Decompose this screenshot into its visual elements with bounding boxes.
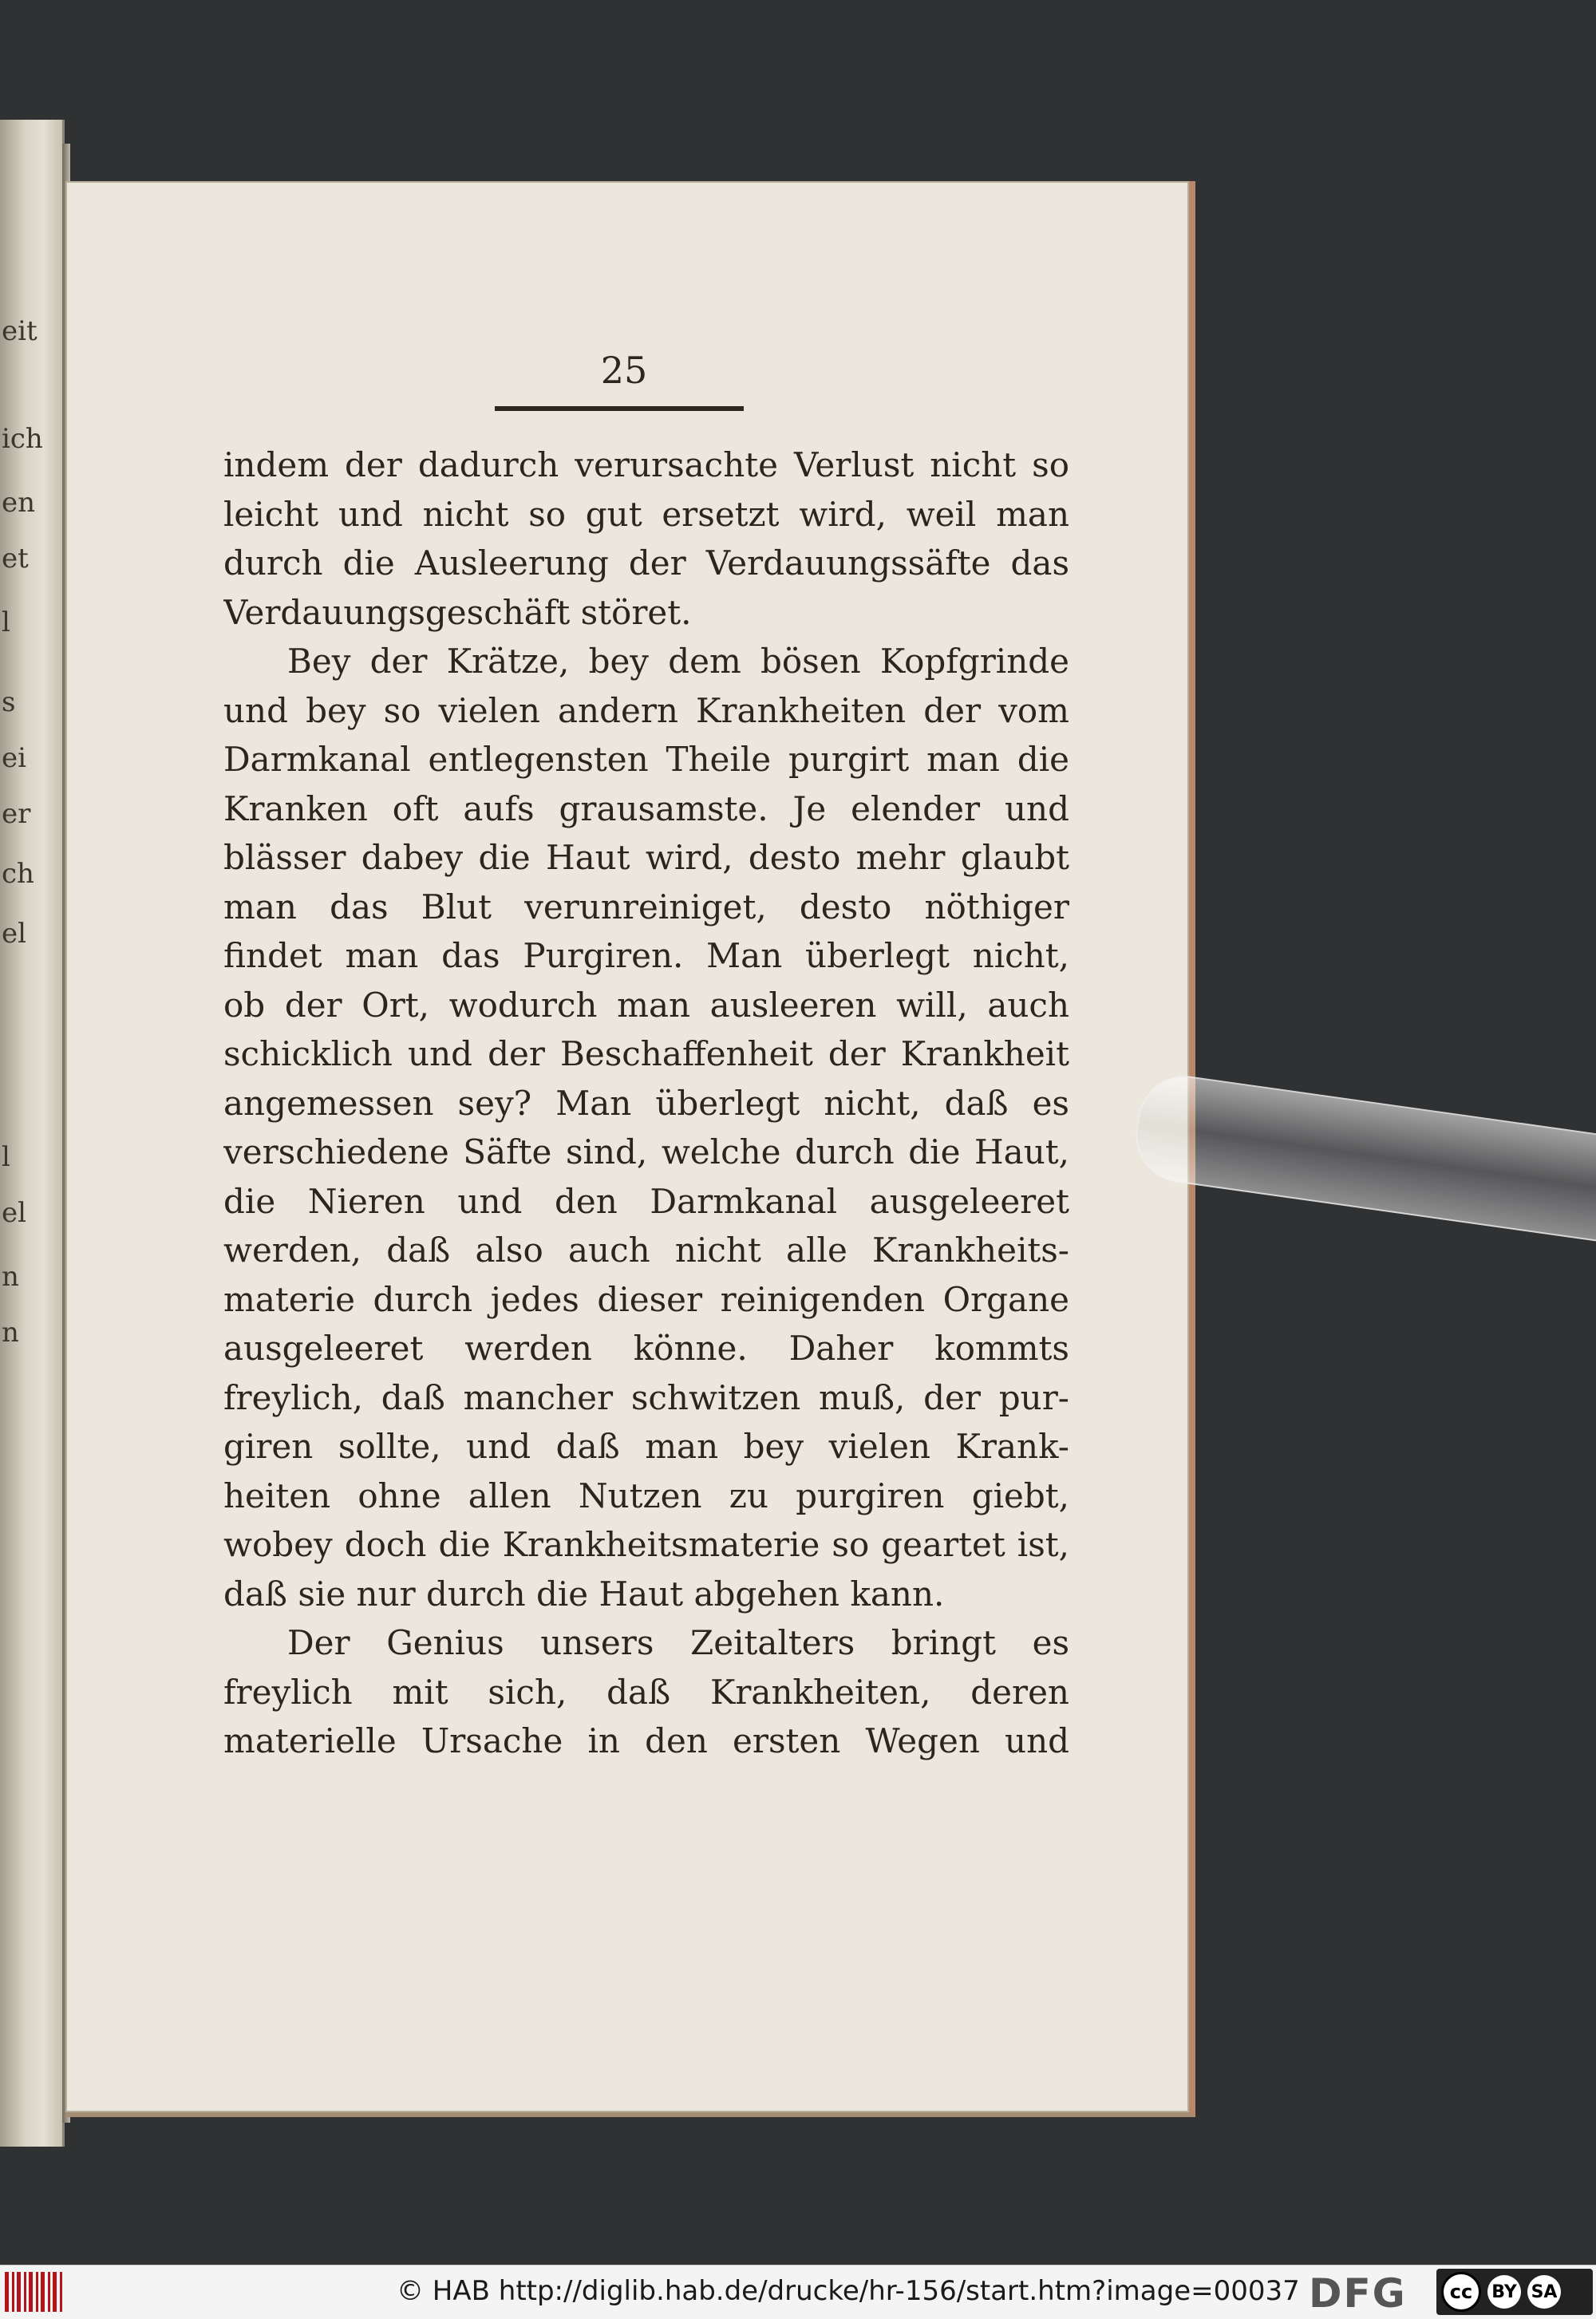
previous-page-text-fragment: l (2, 606, 10, 638)
by-attribution-icon: BY (1487, 2275, 1521, 2309)
book-page (65, 181, 1195, 2117)
previous-page-edge (0, 120, 65, 2147)
footer-bar (0, 2265, 1596, 2319)
previous-page-text-fragment: el (2, 918, 26, 950)
text-line: blässer dabey die Haut wird, desto mehr glaubt (223, 838, 1069, 877)
glass-page-weight (1130, 1070, 1596, 1243)
text-line: heiten ohne allen Nutzen zu purgiren giebt, (223, 1476, 1069, 1515)
text-line: ob der Ort, wodurch man ausleeren will, auch (223, 985, 1069, 1025)
text-line: daß sie nur durch die Haut abgehen kann. (223, 1574, 945, 1614)
previous-page-text-fragment: n (2, 1317, 19, 1349)
text-line: die Nieren und den Darmkanal ausgeleeret (223, 1181, 1069, 1221)
previous-page-text-fragment: s (2, 686, 16, 718)
page-text (223, 440, 1069, 1766)
text-line: leicht und nicht so gut ersetzt wird, weil man (223, 494, 1069, 534)
previous-page-text-fragment: er (2, 798, 31, 830)
previous-page-text-fragment: ch (2, 858, 34, 890)
cc-license-badge[interactable] (1436, 2269, 1593, 2315)
header-rule (495, 406, 744, 411)
text-line: schicklich und der Beschaffenheit der Krankheit (223, 1034, 1069, 1073)
text-line: wobey doch die Krankheitsmaterie so geartet ist, (223, 1525, 1069, 1564)
text-line: verschiedene Säfte sind, welche durch die Haut, (223, 1132, 1069, 1171)
source-credit-link[interactable]: © HAB http://diglib.hab.de/drucke/hr-156/start.htm?image=00037 (397, 2275, 1300, 2307)
previous-page-text-fragment: el (2, 1197, 26, 1229)
text-line: ausgeleeret werden könne. Daher kommts (223, 1329, 1069, 1368)
cc-icon: cc (1441, 2272, 1481, 2312)
text-line: findet man das Purgiren. Man überlegt nicht, (223, 936, 1069, 975)
text-line: werden, daß also auch nicht alle Krankheits- (223, 1231, 1069, 1270)
sa-share-alike-icon: SA (1527, 2275, 1561, 2309)
text-line: freylich mit sich, daß Krankheiten, deren (223, 1672, 1069, 1712)
text-line: Darmkanal entlegensten Theile purgirt man die (223, 740, 1069, 779)
hab-logo-icon (5, 2272, 64, 2312)
dfg-logo: DFG (1309, 2270, 1407, 2317)
text-line: Der Genius unsers Zeitalters bringt es (287, 1623, 1069, 1662)
text-line: und bey so vielen andern Krankheiten der vom (223, 690, 1069, 730)
previous-page-text-fragment: ich (2, 423, 43, 455)
text-line: materie durch jedes dieser reinigenden Organe (223, 1279, 1069, 1319)
previous-page-text-fragment: ei (2, 742, 26, 774)
text-line: Verdauungsgeschäft störet. (223, 592, 692, 632)
text-line: materielle Ursache in den ersten Wegen und (223, 1721, 1069, 1760)
text-line: angemessen sey? Man überlegt nicht, daß es (223, 1083, 1069, 1123)
text-line: indem der dadurch verursachte Verlust nicht so (223, 445, 1069, 484)
previous-page-text-fragment: eit (2, 315, 38, 347)
previous-page-text-fragment: l (2, 1141, 10, 1173)
text-line: man das Blut verunreiniget, desto nöthiger (223, 887, 1069, 926)
text-line: freylich, daß mancher schwitzen muß, der pur- (223, 1377, 1069, 1417)
text-line: giren sollte, und daß man bey vielen Krank- (223, 1427, 1069, 1466)
previous-page-text-fragment: et (2, 543, 29, 575)
text-line: durch die Ausleerung der Verdauungssäfte das (223, 543, 1069, 583)
page-number: 25 (600, 349, 648, 392)
previous-page-text-fragment: en (2, 487, 36, 519)
text-line: Kranken oft aufs grausamste. Je elender und (223, 788, 1069, 828)
text-line: Bey der Krätze, bey dem bösen Kopfgrinde (287, 642, 1069, 681)
previous-page-text-fragment: n (2, 1261, 19, 1293)
